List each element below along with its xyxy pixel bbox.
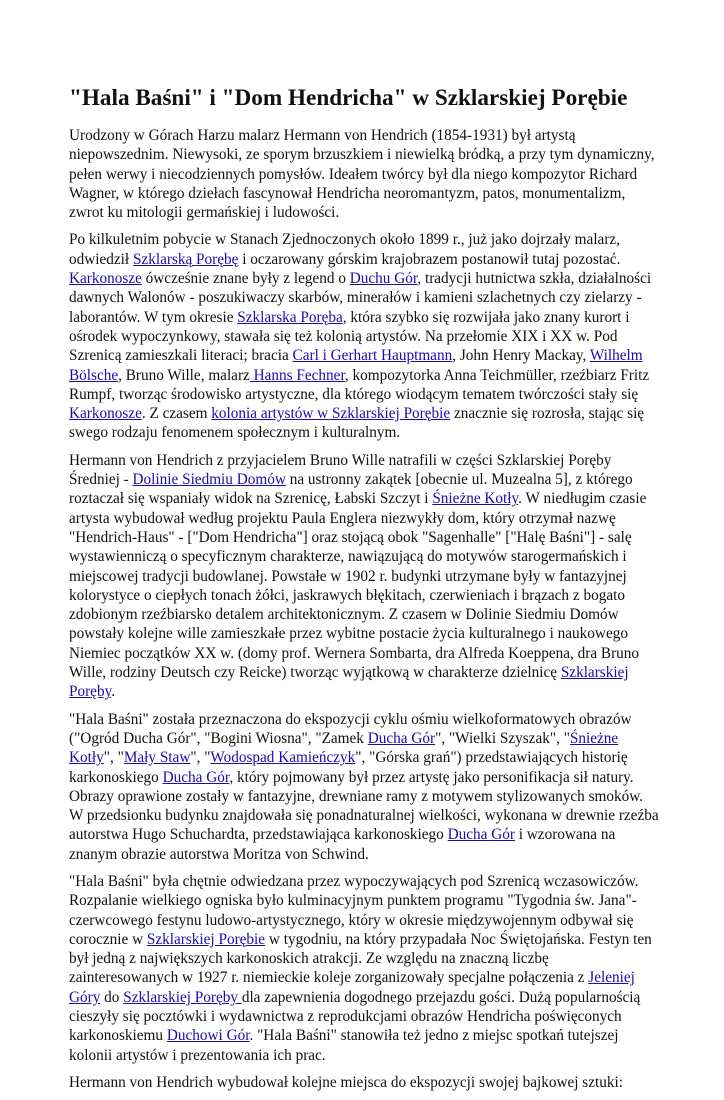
paragraph — [69, 710, 659, 864]
inline-link[interactable]: Szklarskiej Porębie — [146, 930, 266, 948]
inline-link[interactable]: Duchowi Gór — [166, 1027, 250, 1045]
text-run: i wzorowana na znanym obrazie autorstwa Moritza von Schwind. — [69, 826, 616, 863]
text-run: ", "Górska grań") przedstawiających historię karkonoskiego — [69, 749, 628, 786]
paragraph — [69, 451, 659, 702]
text-run: "Hala Baśni" była chętnie odwiedzana przez wypoczywających pod Szrenicą wczasowiczów. Rozpalanie wielkiego ogniska było kulminacyjnym punktem programu "Tygodnia św. Jana"- czerwcowego festynu ludowo-artystycznego, który w okresie międzywojennym odbywał się corocznie w — [69, 872, 639, 948]
text-run: ", " — [103, 749, 124, 767]
text-run: , kompozytorka Anna Teichmüller, rzeźbiarz Fritz Rumpf, tworząc środowisko artystyczne, dla którego wiodącym tematem twórczości stały się — [69, 366, 650, 403]
text-run: "Hala Baśni" została przeznaczona do ekspozycji cyklu ośmiu wielkoformatowych obrazów ("Ogród Ducha Gór", "Bogini Wiosna", "Zamek — [69, 710, 632, 747]
text-run: ówcześnie znane były z legend o — [141, 270, 350, 288]
inline-link[interactable]: Jeleniej Góry — [69, 969, 635, 1006]
text-run: . Z czasem — [141, 405, 212, 423]
inline-link[interactable]: Szklarskiej Poręby — [69, 664, 629, 701]
page-title: "Hala Baśni" i "Dom Hendricha" w Szklarskiej Porębie — [69, 85, 628, 111]
inline-link[interactable]: Dolinie Siedmiu Domów — [132, 471, 286, 489]
inline-link[interactable]: Hanns Fechner — [249, 366, 345, 384]
text-run: , tradycji hutnictwa szkła, działalności dawnych Walonów - poszukiwaczy skarbów, minerałów i kamieni szlachetnych czy zielarzy - laborantów. W tym okresie — [69, 270, 652, 326]
article-body — [69, 126, 659, 1092]
text-run: ", " — [190, 749, 211, 767]
text-run: , John Henry Mackay, — [452, 347, 590, 365]
text-run: , Bruno Wille, malarz — [118, 366, 250, 384]
inline-link[interactable]: Wodospad Kamieńczyk — [210, 749, 356, 767]
text-run: , który pojmowany był przez artystę jako personifikacja sił natury. Obrazy oprawione zostały w fantazyjne, drewniane ramy z motywem stylizowanych smoków. W przedsionku budynku znajdowała się ponadnaturalnej wielkości, wykonana w drewnie rzeźba autorstwa Hugo Schuchardta, przedstawiająca karkonoskiego — [69, 768, 659, 844]
inline-link[interactable]: Wilhelm Bölsche — [69, 347, 643, 384]
text-run: w tygodniu, na który przypadała Noc Świętojańska. Festyn ten był jedną z największych karkonoskich atrakcji. Ze względu na znaczną liczbę zainteresowanych w 1927 r. niemieckie koleje zorganizowały specjalne połączenia z — [69, 930, 652, 987]
text-run: . "Hala Baśni" stanowiła też jedno z miejsc spotkań tutejszej kolonii artystów i prezentowania ich prac. — [69, 1027, 619, 1064]
inline-link[interactable]: kolonia artystów w Szklarskiej Porębie — [211, 405, 451, 423]
text-run: Hermann von Hendrich z przyjacielem Bruno Wille natrafili w części Szklarskiej Poręby Średniej - — [69, 451, 612, 489]
inline-link[interactable]: Mały Staw — [123, 749, 191, 767]
paragraph — [69, 230, 659, 442]
inline-link[interactable]: Śnieżne Kotły — [69, 729, 619, 767]
text-run: i oczarowany górskim krajobrazem postanowił tutaj pozostać. — [238, 250, 621, 268]
inline-link[interactable]: Karkonosze — [69, 270, 142, 288]
inline-link[interactable]: Ducha Gór — [162, 768, 230, 786]
text-run: . W niedługim czasie artysta wybudował według projektu Paula Englera niezwykły dom, który otrzymał nazwę "Hendrich-Haus" - ["Dom Hendricha"] oraz stojącą obok "Sagenhalle" ["Halę Baśni"] - salę wystawienniczą o specyficznym charakterze, nawiązującą do motywów starogermańskich i miejscowej tradycji budowlanej. Powstałe w 1902 r. budynki utrzymane były w fantazyjnej kolorystyce o ciepłych tonach żółci, jaskrawych błękitach, czerwieniach i brązach z bogato zdobionym rzeźbiarsko detalem architektonicznym. Z czasem w Dolinie Siedmiu Domów powstały kolejne wille zamieszkałe przez wybitne postacie życia kulturalnego i naukowego Niemiec początków XX w. (domy prof. Wernera Sombarta, dra Alfreda Koeppena, dra Bruno Wille, rodziny Deutsch czy Reicke) tworząc wyjątkową w charakterze dzielnicę — [69, 490, 647, 682]
text-run: Urodzony w Górach Harzu malarz Hermann von Hendrich (1854-1931) był artystą niepowszednim. Niewysoki, ze sporym brzuszkiem i niewielką bródką, a przy tym dynamiczny, pełen werwy i niecodziennych pomysłów. Ideałem twórcy był dla niego kompozytor Richard Wagner, w którego dziełach fascynował Hendricha neoromantyzm, patos, monumentalizm, zwrot ku mitologii germańskiej i ludowości. — [69, 127, 655, 222]
inline-link[interactable]: Śnieżne Kotły — [432, 490, 519, 508]
inline-link[interactable]: Ducha Gór — [447, 826, 515, 844]
inline-link[interactable]: Szklarska Poręba — [237, 308, 343, 326]
document-page — [69, 84, 659, 1100]
paragraph — [69, 126, 659, 222]
text-run: dla zapewnienia dogodnego przejazdu gości. Dużą popularnością cieszyły się pocztówki i wydawnictwa z reprodukcjami obrazów Hendricha poświęconych karkonoskiemu — [69, 988, 641, 1045]
text-run: znacznie się rozrosła, stając się swego rodzaju fenomenem społecznym i kulturalnym. — [69, 405, 645, 442]
text-run: . — [111, 683, 116, 701]
text-run: ", "Wielki Szyszak", " — [435, 729, 570, 747]
inline-link[interactable]: Szklarskiej Poręby — [123, 988, 242, 1006]
inline-link[interactable]: Karkonosze — [69, 405, 142, 423]
text-run: , która szybko się rozwijała jako znany kurort i ośrodek wypoczynkowy, stawała się też kolonią artystów. Na przełomie XIX i XX w. Pod Szrenicą zamieszkali literaci; bracia — [69, 308, 630, 365]
inline-link[interactable]: Duchu Gór — [349, 270, 418, 288]
inline-link[interactable]: Ducha Gór — [367, 729, 436, 747]
text-run: do — [100, 988, 124, 1006]
inline-link[interactable]: Carl i Gerhart Hauptmann — [292, 347, 453, 365]
paragraph — [69, 1073, 659, 1092]
text-run: Hermann von Hendrich wybudował kolejne miejsca do ekspozycji swojej bajkowej sztuki: — [69, 1073, 623, 1091]
text-run: Po kilkuletnim pobycie w Stanach Zjednoczonych około 1899 r., już jako dojrzały malarz, odwiedził — [69, 231, 620, 268]
text-run: na ustronny zakątek [obecnie ul. Muzealna 5], z którego roztaczał się wspaniały widok na Szrenicę, Łabski Szczyt i — [69, 471, 633, 508]
inline-link[interactable]: Szklarską Porębę — [132, 250, 239, 268]
paragraph — [69, 872, 659, 1065]
